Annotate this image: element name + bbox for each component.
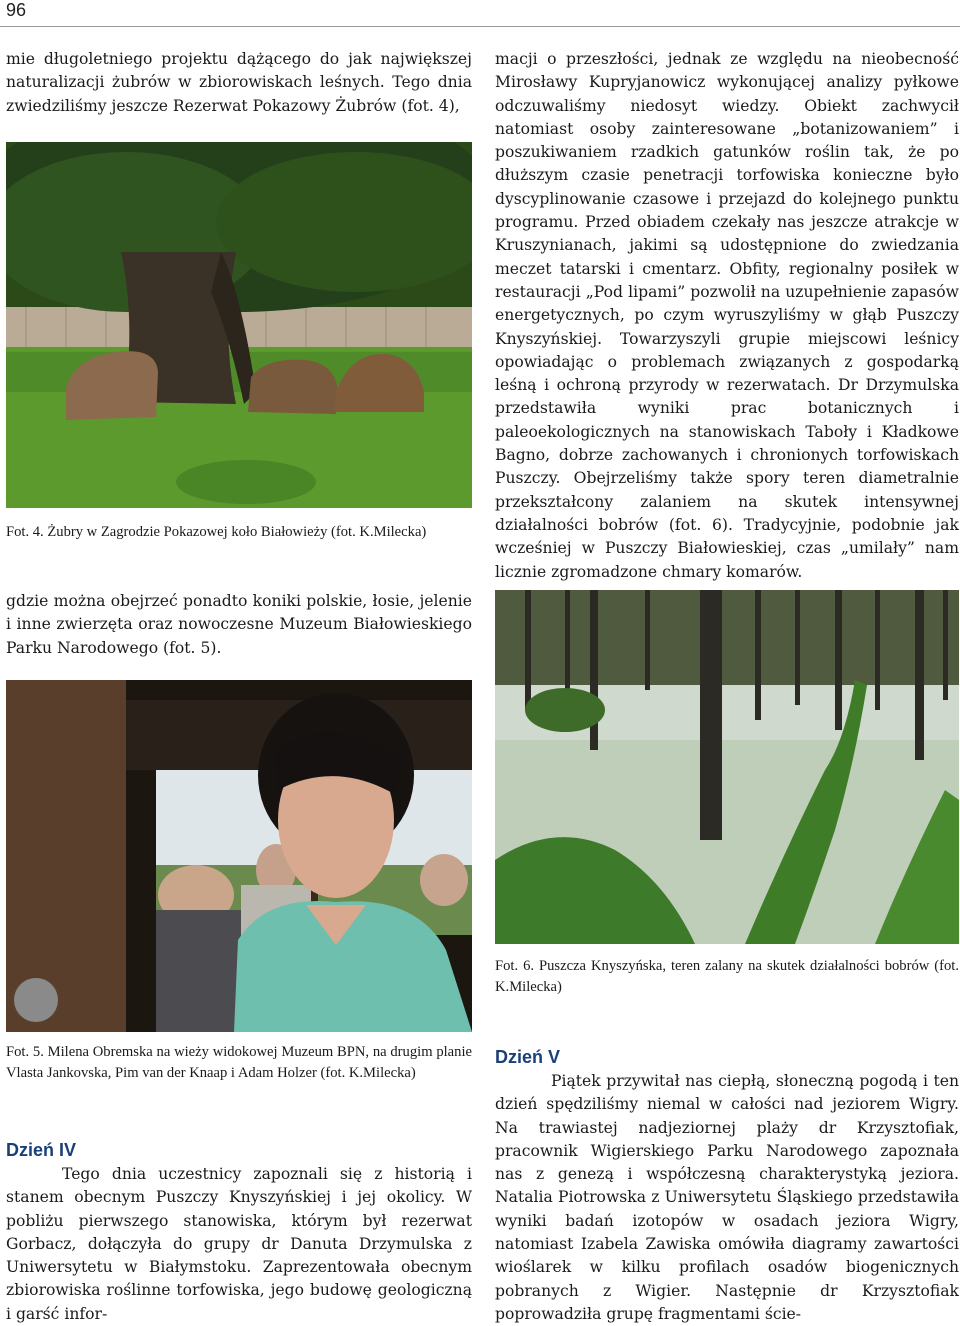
left-paragraph-3: Tego dnia uczestnicy zapoznali się z historią i stanem obecnym Puszczy Knyszyńskiej i jej okolicy. W pobliżu pierwszego stanowiska, którym był rezerwat Gorbacz, dołączyła do grupy dr Danuta Drzymulska z Uniwersytetu w Białymstoku. Zaprezentowała obecnym zbiorowiska roślinne torfowiska, jego budowę geologiczną i garść infor-	[6, 1165, 472, 1323]
heading-dzien-v: Dzień V	[495, 1047, 561, 1067]
flooded-forest-photo	[495, 590, 959, 944]
page-number: 96	[6, 0, 27, 20]
left-paragraph-2: gdzie można obejrzeć ponadto koniki polskie, łosie, jelenie i inne zwierzęta oraz nowoczesne Muzeum Białowieskiego Parku Narodowego (fot. 5).	[6, 592, 472, 657]
tower-portrait-photo	[6, 680, 472, 1032]
caption-fot-4: Fot. 4. Żubry w Zagrodzie Pokazowej koło Białowieży (fot. K.Milecka)	[6, 524, 427, 540]
caption-fot-5: Fot. 5. Milena Obremska na wieży widokowej Muzeum BPN, na drugim planie Vlasta Jankovska, Pim van der Knaap i Adam Holzer (fot. K.Milecka)	[6, 1044, 472, 1081]
header-rule	[0, 26, 960, 27]
heading-dzien-iv: Dzień IV	[6, 1140, 77, 1160]
right-paragraph-2: Piątek przywitał nas ciepłą, słoneczną pogodą i ten dzień spędziliśmy niemal w całości nad jeziorem Wigry. Na trawiastej nadjeziornej plaży dr Krzysztofiak, pracownik Wigierskiego Parku Narodowego zapoznała nas z genezą i współczesną charakterystyką jeziora. Natalia Piotrowska z Uniwersytetu Śląskiego przedstawiła wyniki badań izotopów w osadach jeziora Wigry, natomiast Izabela Zawiska omówiła diagramy zawartości wioślarek w kilku profilach osadów biogenicznych pobranych z Wigier. Następnie dr Krzysztofiak poprowadziła grupę fragmentami ście-	[495, 1072, 959, 1323]
right-paragraph-1: macji o przeszłości, jednak ze względu na nieobecność Mirosławy Kupryjanowicz wykonującej analizy pyłkowe odczuwaliśmy niedosyt wiedzy. Obiekt zachwycił natomiast osoby zainteresowane „botanizowaniem” i poszukiwaniem rzadkich gatunków roślin tak, że po dłuższym czasie penetracji torfowiska konieczne było dyscyplinowanie czasowe i przejazd do kolejnego punktu programu. Przed obiadem czekały nas jeszcze atrakcje w Kruszynianach, jakimi są udostępnione do zwiedzania meczet tatarski i cmentarz. Obfity, regionalny posiłek w restauracji „Pod lipami” pozwolił na uzupełnienie zapasów energetycznych, po czym wyruszyliśmy w głąb Puszczy Knyszyńskiej. Towarzyszyli grupie miejscowi leśnicy opowiadając o problemach związanych z gospodarką leśną i ochroną przyrody w rezerwatach. Dr Drzymulska przedstawiła wyniki prac botanicznych i paleoekologicznych na stanowiskach Taboły i Kładkowe Bagno, dobrze zachowanych i chronionych torfowiskach Puszczy. Obejrzeliśmy także spory teren diametralnie przekształcony zalaniem na skutek intensywnej działalności bobrów (fot. 6). Tradycyjnie, podobnie jak wcześniej w Puszczy Białowieskiej, czas „umilały” nam licznie zgromadzone chmary komarów.	[495, 50, 959, 581]
left-paragraph-1: mie długoletniego projektu dążącego do jak największej naturalizacji żubrów w zbiorowiskach leśnych. Tego dnia zwiedziliśmy jeszcze Rezerwat Pokazowy Żubrów (fot. 4),	[6, 50, 472, 115]
bison-photo	[6, 142, 472, 508]
caption-fot-6: Fot. 6. Puszcza Knyszyńska, teren zalany na skutek działalności bobrów (fot. K.Milecka)	[495, 958, 959, 995]
